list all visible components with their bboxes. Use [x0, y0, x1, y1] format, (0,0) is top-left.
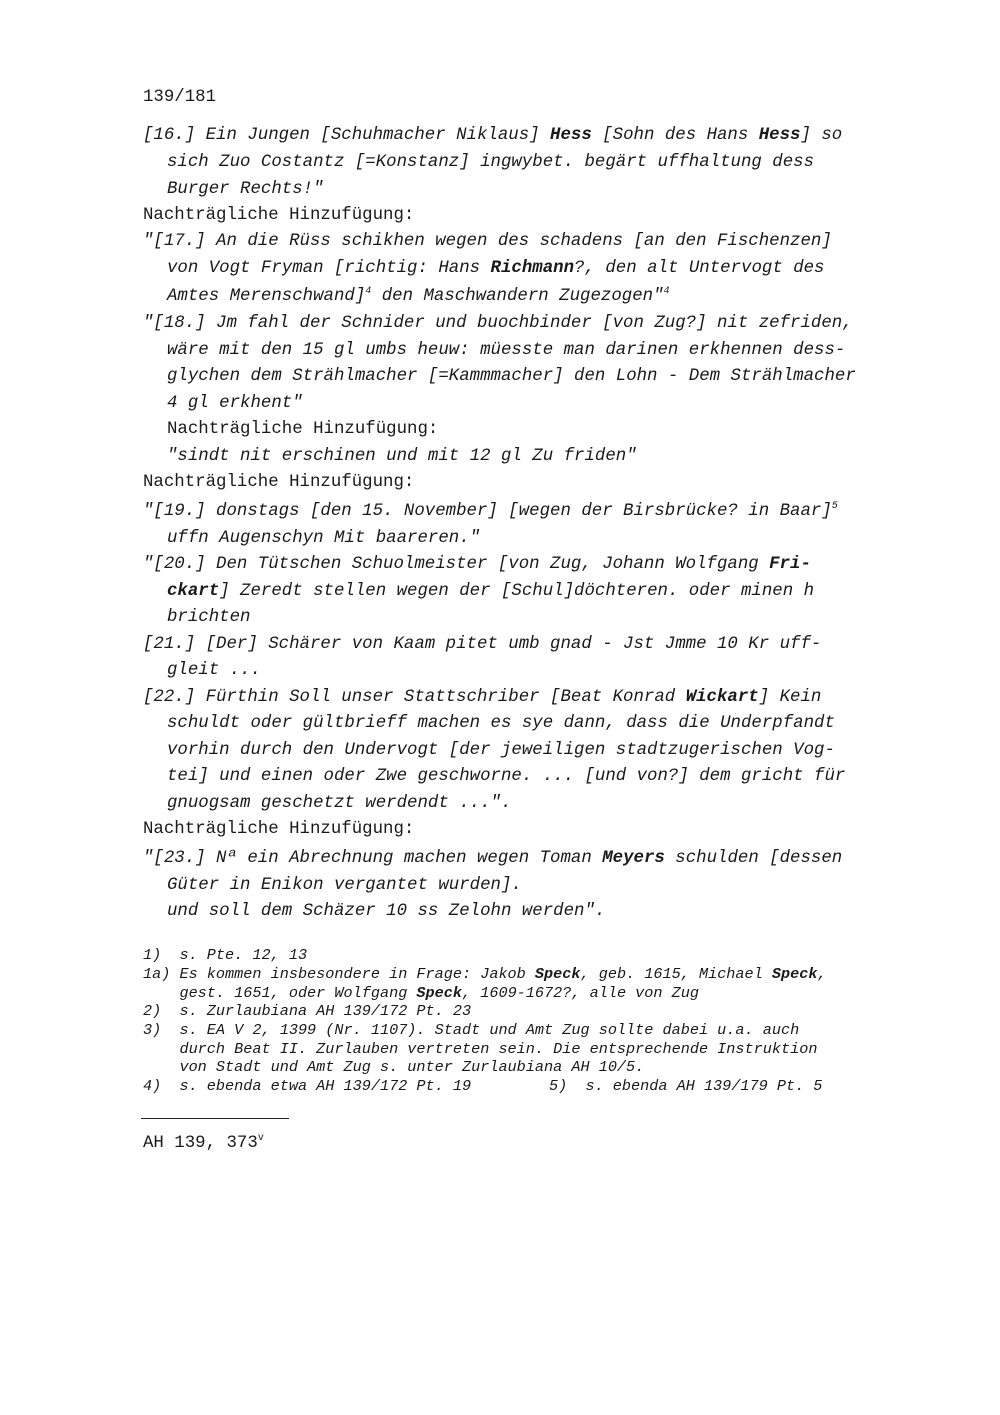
entry-20-line-3: brichten	[167, 608, 251, 627]
page-number: 139/181	[143, 88, 217, 107]
entry-17-line-3: Amtes Merenschwand]$^4$ den Maschwandern Zugezogen"$^4$	[167, 286, 670, 306]
entry-22-line-3: vorhin durch den Undervogt [der jeweiligen stadtzugerischen Vog-	[167, 741, 835, 760]
name-speck: Speck	[771, 965, 818, 983]
footnote-3-line-1: 3) s. EA V 2, 1399 (Nr. 1107). Stadt und Amt Zug sollte dabei u.a. auch	[143, 1021, 800, 1039]
entry-22-line-5: gnuogsam geschetzt werdendt ...".	[167, 794, 512, 813]
footnote-ref: 4	[365, 286, 372, 297]
entry-22-line-2: schuldt oder gültbrieff machen es sye dann, dass die Underpfandt	[167, 714, 835, 733]
addition-label: Nachträgliche Hinzufügung:	[143, 820, 415, 839]
verso-mark: v	[257, 1133, 264, 1144]
footnote-5: 5) s. ebenda AH 139/179 Pt. 5	[549, 1077, 823, 1095]
addition-label: Nachträgliche Hinzufügung:	[167, 420, 439, 439]
footnote-1: 1) s. Pte. 12, 13	[143, 946, 308, 964]
entry-18-line-3: glychen dem Strählmacher [=Kammmacher] den Lohn - Dem Strählmacher	[167, 367, 856, 386]
entry-18-line-4: 4 gl erkhent"	[167, 394, 303, 413]
name-meyers: Meyers	[602, 849, 665, 868]
name-wickart: Wickart	[685, 688, 759, 707]
entry-21-line-1: [21.] [Der] Schärer von Kaam pitet umb gnad - Jst Jmme 10 Kr uff-	[143, 635, 822, 654]
footnote-ref: 4	[663, 286, 670, 297]
entry-19-line-2: uffn Augenschyn Mit baareren."	[167, 529, 481, 548]
entry-23-line-1: "[23.] Nª ein Abrechnung machen wegen Toman Meyers schulden [dessen	[143, 849, 843, 868]
entry-21-line-2: gleit ...	[167, 661, 261, 680]
footnote-1a-line-1: 1a) Es kommen insbesondere in Frage: Jakob Speck, geb. 1615, Michael Speck,	[143, 965, 827, 983]
separator-rule	[141, 1118, 289, 1119]
entry-20-line-1: "[20.] Den Tütschen Schuolmeister [von Zug, Johann Wolfgang Fri-	[143, 555, 811, 574]
entry-23-line-2: Güter in Enikon vergantet wurden].	[167, 876, 522, 895]
entry-16-line-3: Burger Rechts!"	[167, 180, 324, 199]
name-richmann: Richmann	[490, 259, 575, 278]
entry-16-line-2: sich Zuo Costantz [=Konstanz] ingwybet. begärt uffhaltung dess	[167, 153, 815, 172]
name-frickart: ckart	[167, 582, 220, 601]
entry-18-line-5: "sindt nit erschinen und mit 12 gl Zu friden"	[167, 447, 637, 466]
footnote-1a-line-2: gest. 1651, oder Wolfgang Speck, 1609-1672?, alle von Zug	[143, 984, 699, 1002]
name-frickart: Fri-	[769, 555, 811, 574]
entry-16-line-1: [16.] Ein Jungen [Schuhmacher Niklaus] Hess [Sohn des Hans Hess] so	[143, 126, 843, 145]
entry-20-line-2: ckart] Zeredt stellen wegen der [Schul]döchteren. oder minen h	[167, 582, 815, 601]
entry-22-line-4: tei] und einen oder Zwe geschworne. ... [und von?] dem gricht für	[167, 767, 846, 786]
entry-18-line-2: wäre mit den 15 gl umbs heuw: müesste man darinen erkhennen dess-	[167, 341, 846, 360]
name-speck: Speck	[416, 984, 462, 1002]
footnote-ref: 5	[831, 501, 838, 512]
entry-17-line-1: "[17.] An die Rüss schikhen wegen des schadens [an den Fischenzen]	[143, 232, 832, 251]
name-speck: Speck	[534, 965, 581, 983]
footnote-4: 4) s. ebenda etwa AH 139/172 Pt. 19	[143, 1077, 472, 1095]
entry-22-line-1: [22.] Fürthin Soll unser Stattschriber [Beat Konrad Wickart] Kein	[143, 688, 822, 707]
footnote-3-line-3: von Stadt und Amt Zug s. unter Zurlaubiana AH 10/5.	[143, 1058, 645, 1076]
addition-label: Nachträgliche Hinzufügung:	[143, 206, 415, 225]
archive-reference: AH 139, 373$^v$	[143, 1133, 264, 1153]
name-hess: Hess	[550, 126, 592, 145]
name-hess: Hess	[758, 126, 801, 145]
entry-18-line-1: "[18.] Jm fahl der Schnider und buochbinder [von Zug?] nit zefriden,	[143, 314, 853, 333]
addition-label: Nachträgliche Hinzufügung:	[143, 473, 415, 492]
footnote-3-line-2: durch Beat II. Zurlauben vertreten sein. Die entsprechende Instruktion	[143, 1040, 818, 1058]
entry-23-line-3: und soll dem Schäzer 10 ss Zelohn werden".	[167, 902, 606, 921]
entry-19-line-1: "[19.] donstags [den 15. November] [wegen der Birsbrücke? in Baar]$^5$	[143, 501, 838, 521]
footnote-2: 2) s. Zurlaubiana AH 139/172 Pt. 23	[143, 1002, 472, 1020]
entry-17-line-2: von Vogt Fryman [richtig: Hans Richmann?, den alt Untervogt des	[167, 259, 825, 278]
